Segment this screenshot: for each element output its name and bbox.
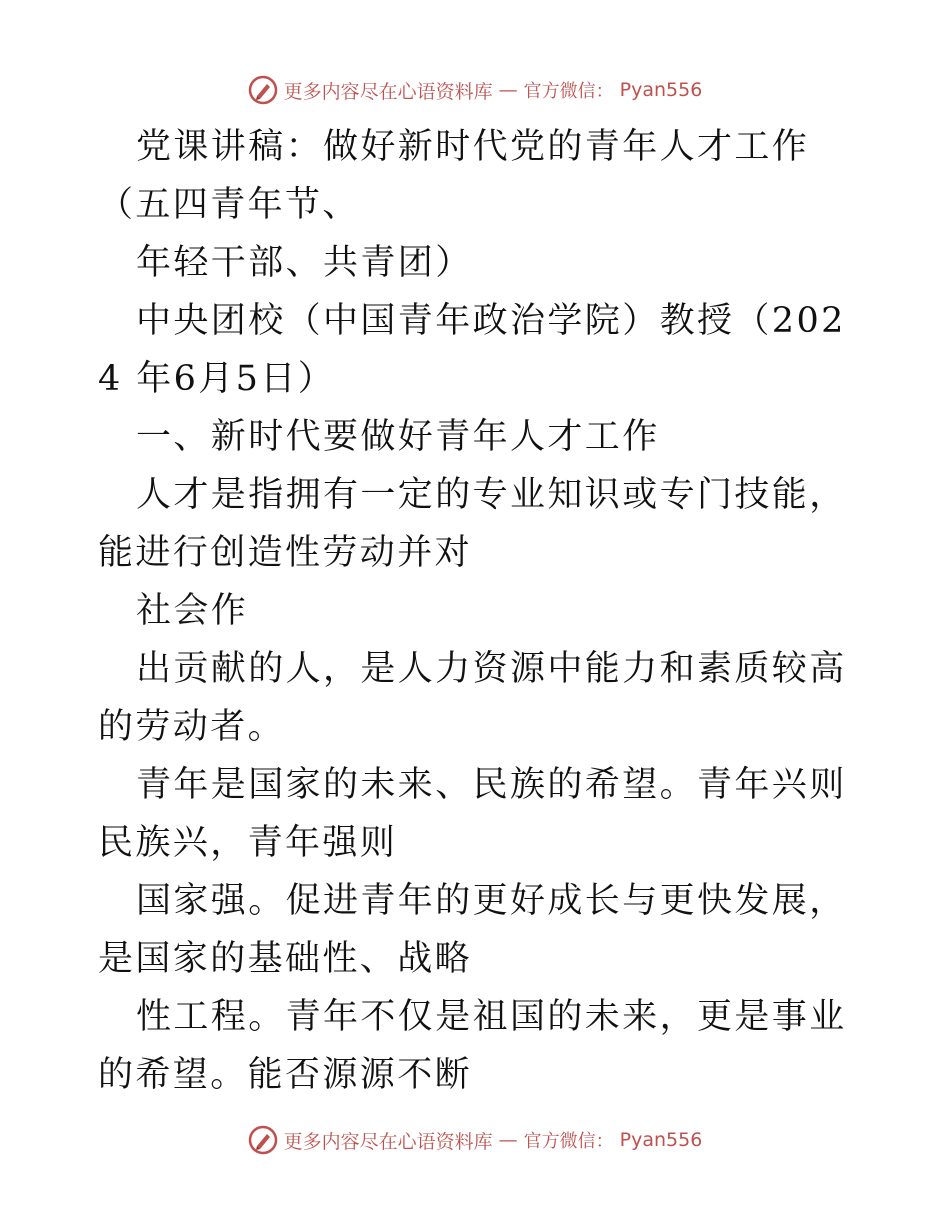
watermark-contact-id: Pyan556 — [619, 79, 703, 101]
header-watermark — [0, 70, 950, 110]
title-line-2: 年轻干部、共青团） — [136, 243, 473, 283]
footer-watermark — [0, 1120, 950, 1160]
body-paragraph: 社会作 — [136, 591, 249, 631]
watermark-contact-label: 官方微信： — [523, 1131, 614, 1152]
section-heading-1: 一、新时代要做好青年人才工作 — [136, 417, 660, 457]
watermark-dash: — — [498, 79, 518, 101]
title-line-1: 党课讲稿：做好新时代党的青年人才工作（五四青年节、 — [98, 127, 810, 225]
author-line: 中央团校（中国青年政治学院）教授（2024 年6月5日） — [98, 301, 846, 399]
watermark-contact-label: 官方微信： — [523, 81, 614, 102]
document-body — [98, 118, 858, 1104]
body-paragraph: 国家强。促进青年的更好成长与更快发展，是国家的基础性、战略 — [98, 881, 847, 979]
watermark-text: 更多内容尽在心语资料库 — [283, 80, 493, 103]
pen-logo-icon — [248, 75, 278, 105]
body-paragraph: 出贡献的人，是人力资源中能力和素质较高的劳动者。 — [98, 649, 847, 747]
pen-logo-icon — [248, 1125, 278, 1155]
body-paragraph: 青年是国家的未来、民族的希望。青年兴则民族兴，青年强则 — [98, 765, 847, 863]
watermark-contact-id: Pyan556 — [619, 1129, 703, 1151]
body-paragraph: 人才是指拥有一定的专业知识或专门技能，能进行创造性劳动并对 — [98, 475, 847, 573]
watermark-dash: — — [498, 1129, 518, 1151]
watermark-text: 更多内容尽在心语资料库 — [283, 1130, 493, 1153]
body-paragraph: 性工程。青年不仅是祖国的未来，更是事业的希望。能否源源不断 — [98, 997, 847, 1095]
